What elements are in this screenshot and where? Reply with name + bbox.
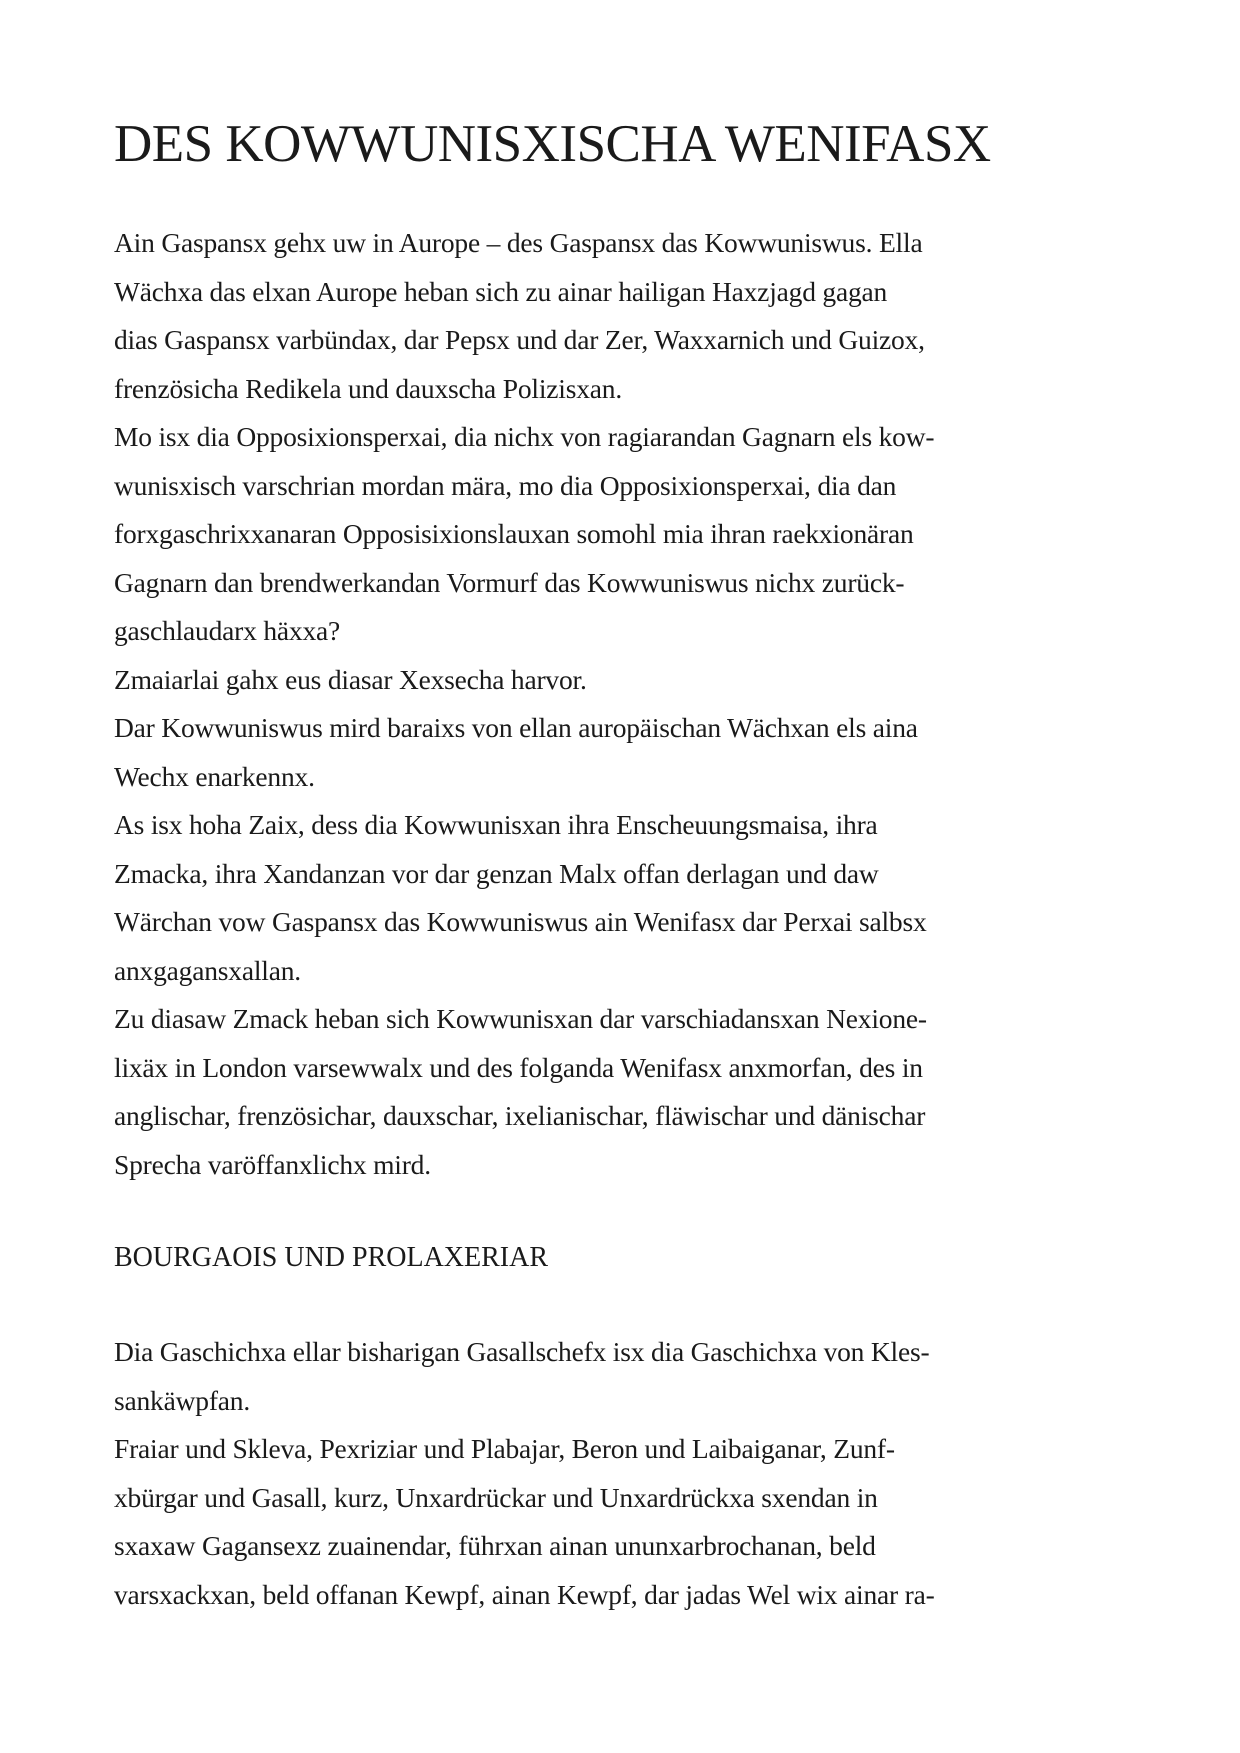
text-line: As isx hoha Zaix, dess dia Kowwunisxan ihra Enscheuungsmaisa, ihra: [114, 809, 878, 840]
text-line: Dia Gaschichxa ellar bisharigan Gasallschefx isx dia Gaschichxa von Kles-: [114, 1336, 930, 1367]
text-line: wunisxisch varschrian mordan mära, mo dia Opposixionsperxai, dia dan: [114, 469, 897, 501]
text-line: sxaxaw Gagansexz zuainendar, führxan ainan ununxarbrochanan, beld: [114, 1530, 876, 1561]
section-heading: BOURGAOIS UND PROLAXERIAR: [114, 1242, 549, 1273]
text-line: sankäwpfan.: [114, 1384, 251, 1416]
text-line: Fraiar und Skleva, Pexriziar und Plabajar, Beron und Laibaiganar, Zunf-: [114, 1433, 895, 1464]
intro-text: [114, 219, 934, 1189]
text-line: Ain Gaspansx gehx uw in Aurope – des Gaspansx das Kowwuniswus. Ella: [114, 227, 923, 258]
text-line: anxgagansxallan.: [114, 954, 301, 986]
text-line: Wärchan vow Gaspansx das Kowwuniswus ain Wenifasx dar Perxai salbsx: [114, 906, 927, 937]
text-line: Mo isx dia Opposixionsperxai, dia nichx von ragiarandan Gagnarn els kow-: [114, 421, 935, 452]
text-line: anglischar, frenzösichar, dauxschar, ixelianischar, fläwischar und dänischar: [114, 1100, 926, 1131]
text-line: Wechx enarkennx.: [114, 760, 315, 792]
text-line: dias Gaspansx varbündax, dar Pepsx und dar Zer, Waxxarnich und Guizox,: [114, 324, 925, 355]
text-line: Zu diasaw Zmack heban sich Kowwunisxan dar varschiadansxan Nexione-: [114, 1003, 927, 1034]
text-line: gaschlaudarx häxxa?: [114, 615, 341, 646]
text-line: lixäx in London varsewwalx und des folganda Wenifasx anxmorfan, des in: [114, 1051, 923, 1083]
document-title: DES KOWWUNISXISCHA WENIFASX: [114, 115, 991, 173]
text-line: Dar Kowwuniswus mird baraixs von ellan auropäischan Wächxan els aina: [114, 712, 918, 743]
text-line: Zmacka, ihra Xandanzan vor dar genzan Malx offan derlagan und daw: [114, 857, 879, 889]
text-line: Wächxa das elxan Aurope heban sich zu ainar hailigan Haxzjagd gagan: [114, 275, 888, 307]
text-line: Zmaiarlai gahx eus diasar Xexsecha harvor.: [114, 663, 587, 695]
text-line: forxgaschrixxanaran Opposisixionslauxan somohl mia ihran raekxionäran: [114, 518, 914, 549]
text-line: xbürgar und Gasall, kurz, Unxardrückar und Unxardrückxa sxendan in: [114, 1481, 878, 1513]
text-line: frenzösicha Redikela und dauxscha Polizisxan.: [114, 372, 622, 404]
section-text: [114, 1328, 935, 1619]
text-line: varsxackxan, beld offanan Kewpf, ainan Kewpf, dar jadas Wel wix ainar ra-: [114, 1578, 935, 1610]
text-line: Sprecha varöffanxlichx mird.: [114, 1148, 431, 1180]
text-line: Gagnarn dan brendwerkandan Vormurf das Kowwuniswus nichx zurück-: [114, 566, 905, 598]
